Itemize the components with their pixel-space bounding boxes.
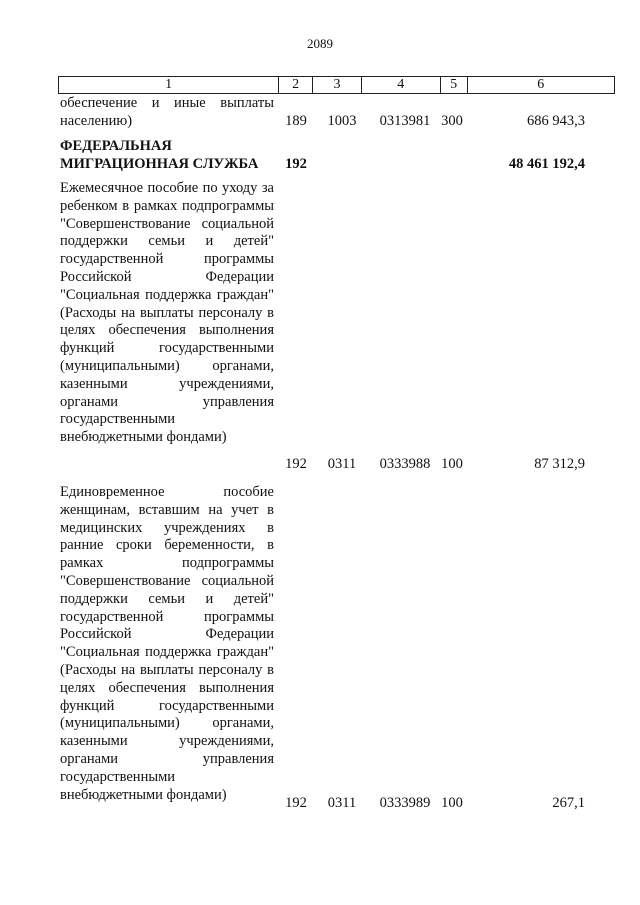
section-code: 0311 bbox=[327, 795, 357, 811]
expense-type-code: 300 bbox=[441, 112, 463, 129]
column-header-1: 1 bbox=[165, 77, 173, 92]
section-code: 0311 bbox=[327, 456, 357, 472]
ministry-code: 189 bbox=[285, 112, 307, 129]
amount: 267,1 bbox=[552, 795, 585, 811]
ministry-code: 192 bbox=[285, 456, 307, 472]
ministry-code: 192 bbox=[285, 795, 307, 811]
expense-type-code: 100 bbox=[441, 456, 463, 472]
expense-type-code: 100 bbox=[441, 795, 463, 811]
column-header-5: 5 bbox=[440, 77, 467, 93]
row-description: ФЕДЕРАЛЬНАЯ МИГРАЦИОННАЯ СЛУЖБА bbox=[60, 138, 259, 172]
column-header-row bbox=[58, 76, 615, 94]
target-code: 0313981 bbox=[379, 112, 431, 129]
row-description: Ежемесячное пособие по уходу за ребенком в рамках подпрограммы "Совершенствование социальной поддержки семьи и детей" государственной программы Российской Федерации "Социальная поддержка граждан" (Расходы на выплаты персоналу в целях обеспечения выполнения функций государственными (муниципальными) органами, казенными учреждениями, органами управления государственными внебюджетными фондами) bbox=[60, 180, 274, 446]
target-code: 0333988 bbox=[379, 456, 431, 472]
section-code: 1003 bbox=[327, 112, 357, 129]
amount: 686 943,3 bbox=[527, 112, 585, 129]
column-header-6: 6 bbox=[467, 77, 614, 93]
column-header-3: 3 bbox=[312, 77, 361, 93]
ministry-code: 192 bbox=[285, 155, 307, 172]
target-code: 0333989 bbox=[379, 795, 431, 811]
column-header-4: 4 bbox=[361, 77, 440, 93]
row-description: Единовременное пособие женщинам, вставшим на учет в медицинских учреждениях в ранние сроки беременности, в рамках подпрограммы "Совершенствование социальной поддержки семьи и детей" государственной программы Российской Федерации "Социальная поддержка граждан" (Расходы на выплаты персоналу в целях обеспечения выполнения функций государственными (муниципальными) органами, казенными учреждениями, органами управления государственными внебюджетными фондами) bbox=[60, 484, 274, 803]
amount: 87 312,9 bbox=[534, 456, 585, 472]
page-number: 2089 bbox=[307, 36, 333, 51]
amount: 48 461 192,4 bbox=[508, 155, 585, 172]
row-description: обеспечение и иные выплаты населению) bbox=[60, 95, 274, 129]
column-header-2: 2 bbox=[278, 77, 312, 93]
